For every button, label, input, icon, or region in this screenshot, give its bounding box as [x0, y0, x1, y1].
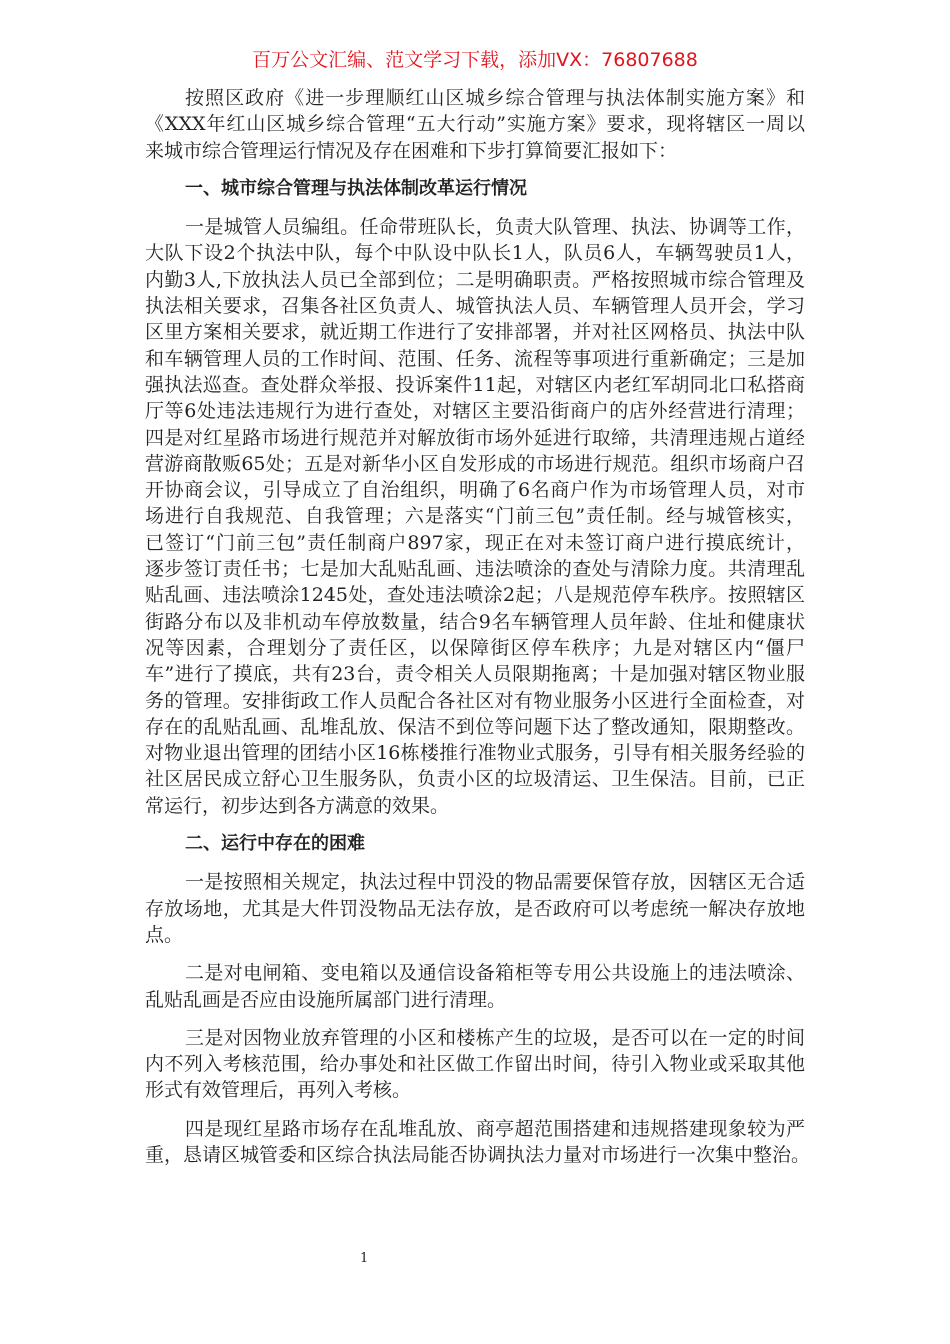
- text-line: 一是按照相关规定，执法过程中罚没的物品需要保管存放，因辖区无合适: [185, 871, 805, 894]
- section-heading: 一、城市综合管理与执法体制改革运行情况: [185, 177, 527, 199]
- watermark-banner: 百万公文汇编、范文学习下载，添加VX：76807688: [252, 49, 698, 71]
- text-line: 内不列入考核范围，给办事处和社区做工作留出时间，待引入物业或采取其他: [145, 1053, 805, 1076]
- section-heading: 二、运行中存在的困难: [185, 833, 365, 855]
- text-line: 《XXX年红山区城乡综合管理“五大行动”实施方案》要求，现将辖区一周以: [145, 113, 805, 136]
- text-line: 对物业退出管理的团结小区16栋楼推行准物业式服务，引导有相关服务经验的: [145, 742, 805, 765]
- text-line: 开协商会议，引导成立了自治组织，明确了6名商户作为市场管理人员，对市: [145, 479, 805, 502]
- page-number: 1: [360, 1251, 369, 1266]
- text-line: 存在的乱贴乱画、乱堆乱放、保洁不到位等问题下达了整改通知，限期整改。: [145, 715, 805, 738]
- text-line: 形式有效管理后，再列入考核。: [145, 1079, 412, 1102]
- text-line: 和车辆管理人员的工作时间、范围、任务、流程等事项进行重新确定；三是加: [145, 347, 805, 370]
- paragraph: [145, 85, 805, 164]
- document-body: [145, 85, 811, 1180]
- text-line: 按照区政府《进一步理顺红山区城乡综合管理与执法体制实施方案》和: [185, 87, 805, 109]
- text-line: 营游商散贩65处；五是对新华小区自发形成的市场进行规范。组织市场商户召: [145, 452, 805, 475]
- text-line: 四是现红星路市场存在乱堆乱放、商亭超范围搭建和违规搭建现象较为严: [185, 1117, 805, 1140]
- text-line: 务的管理。安排街政工作人员配合各社区对有物业服务小区进行全面检查，对: [145, 689, 805, 712]
- text-line: 车”进行了摸底，共有23台，责令相关人员限期拖离；十是加强对辖区物业服: [145, 663, 805, 686]
- text-line: 三是对因物业放弃管理的小区和楼栋产生的垃圾，是否可以在一定的时间: [185, 1026, 805, 1049]
- paragraph: [145, 1116, 811, 1169]
- text-line: 点。: [145, 923, 184, 946]
- text-line: 一是城管人员编组。任命带班队长，负责大队管理、执法、协调等工作，: [185, 216, 805, 239]
- text-line: 大队下设2个执法中队，每个中队设中队长1人，队员6人，车辆驾驶员1人，: [145, 242, 805, 265]
- text-line: 来城市综合管理运行情况及存在困难和下步打算简要汇报如下：: [145, 139, 678, 162]
- text-line: 常运行，初步达到各方满意的效果。: [145, 794, 450, 817]
- text-line: 贴乱画、违法喷涂1245处，查处违法喷涂2起；八是规范停车秩序。按照辖区: [145, 584, 805, 607]
- text-line: 强执法巡查。查处群众举报、投诉案件11起，对辖区内老红军胡同北口私搭商: [145, 373, 805, 396]
- paragraph: [145, 214, 805, 819]
- text-line: 执法相关要求，召集各社区负责人、城管执法人员、车辆管理人员开会，学习: [145, 295, 805, 318]
- text-line: 二是对电闸箱、变电箱以及通信设备箱柜等专用公共设施上的违法喷涂、: [185, 962, 805, 985]
- text-line: 乱贴乱画是否应由设施所属部门进行清理。: [145, 988, 507, 1011]
- text-line: 社区居民成立舒心卫生服务队，负责小区的垃圾清运、卫生保洁。目前，已正: [145, 768, 805, 791]
- text-line: 四是对红星路市场进行规范并对解放街市场外延进行取缔，共清理违规占道经: [145, 426, 805, 449]
- text-line: 场进行自我规范、自我管理；六是落实“门前三包”责任制。经与城管核实，: [145, 505, 805, 528]
- paragraph: [145, 869, 805, 948]
- text-line: 内勤3人,下放执法人员已全部到位；二是明确职责。严格按照城市综合管理及: [145, 268, 805, 291]
- paragraph: [145, 960, 805, 1013]
- text-line: 逐步签订责任书；七是加大乱贴乱画、违法喷涂的查处与清除力度。共清理乱: [145, 558, 805, 581]
- text-line: 重，恳请区城管委和区综合执法局能否协调执法力量对市场进行一次集中整治。: [145, 1143, 811, 1166]
- paragraph: [145, 1025, 805, 1104]
- text-line: 已签订“门前三包”责任制商户897家，现正在对未签订商户进行摸底统计，: [145, 531, 805, 554]
- text-line: 况等因素，合理划分了责任区，以保障街区停车秩序；九是对辖区内“僵尸: [145, 636, 805, 659]
- text-line: 厅等6处违法违规行为进行查处，对辖区主要沿街商户的店外经营进行清理；: [145, 400, 805, 423]
- text-line: 存放场地，尤其是大件罚没物品无法存放，是否政府可以考虑统一解决存放地: [145, 897, 805, 920]
- text-line: 区里方案相关要求，就近期工作进行了安排部署，并对社区网格员、执法中队: [145, 321, 805, 344]
- text-line: 街路分布以及非机动车停放数量，结合9名车辆管理人员年龄、住址和健康状: [145, 610, 805, 633]
